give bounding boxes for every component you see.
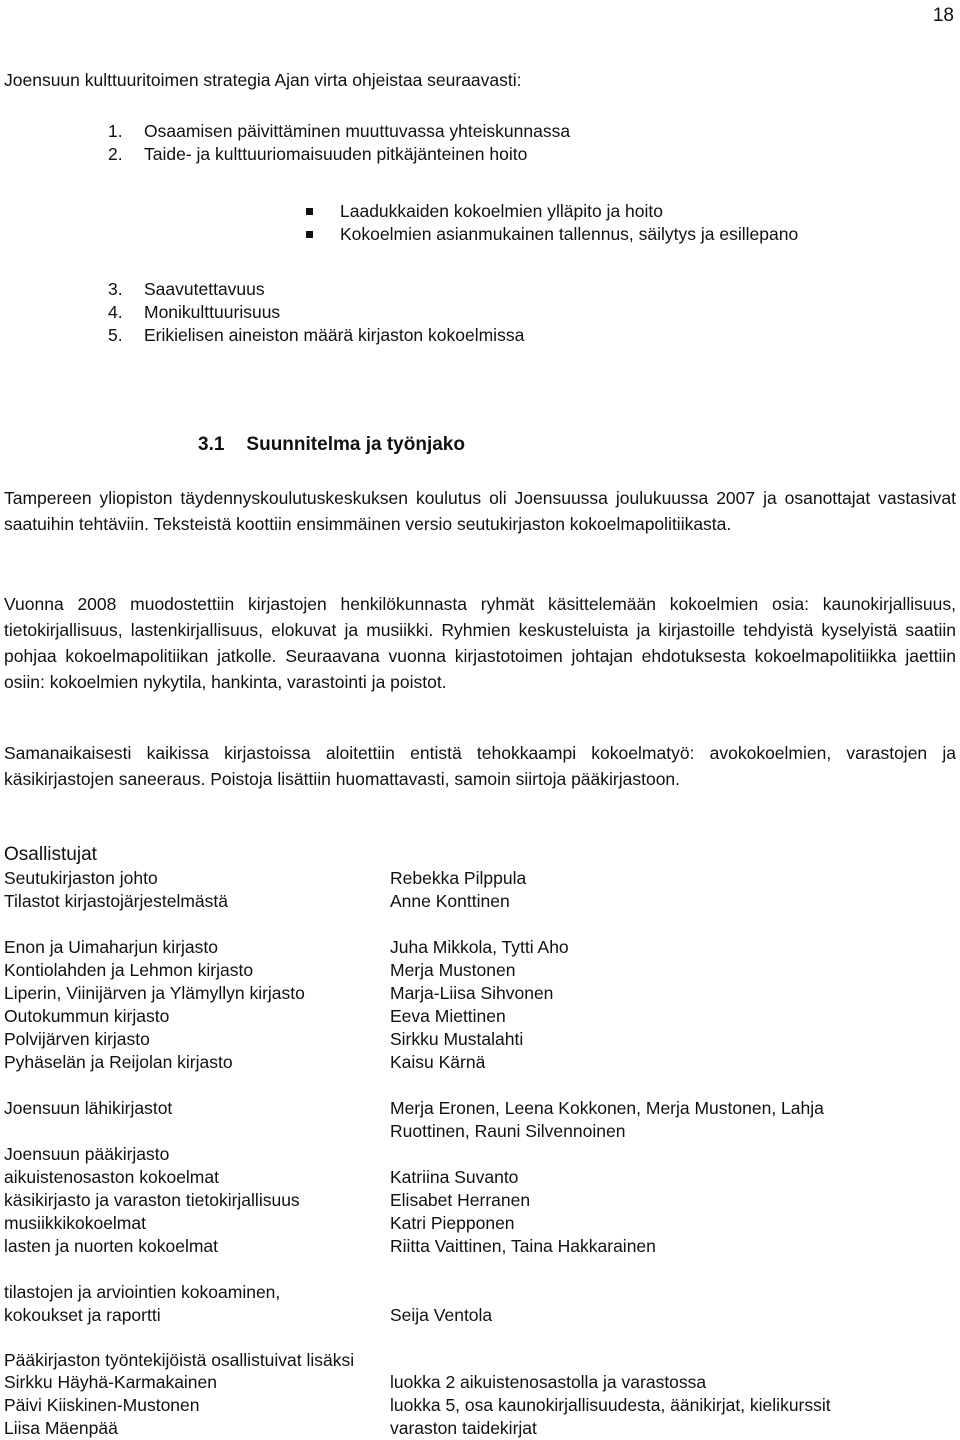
- square-bullet-icon: [306, 231, 313, 238]
- bullet-text: Laadukkaiden kokoelmien ylläpito ja hoito: [340, 201, 663, 221]
- staff-note: luokka 2 aikuistenosastolla ja varastossa: [390, 1372, 707, 1392]
- participant-roles: [4, 867, 374, 1327]
- list-text: Osaamisen päivittäminen muuttuvassa yhteiskunnassa: [144, 121, 571, 141]
- bullet-item: [306, 200, 798, 223]
- role: musiikkikokoelmat: [4, 1213, 146, 1233]
- participant-name: Juha Mikkola, Tytti Aho: [390, 937, 569, 957]
- participant-name: Seija Ventola: [390, 1305, 493, 1325]
- role: Joensuun pääkirjasto: [4, 1144, 170, 1164]
- section-number: 3.1: [198, 434, 225, 455]
- role: Polvijärven kirjasto: [4, 1029, 150, 1049]
- list-item: [108, 301, 524, 324]
- list-number: 3.: [108, 279, 123, 299]
- staff-name: Päivi Kiiskinen-Mustonen: [4, 1395, 200, 1415]
- list-number: 2.: [108, 144, 123, 164]
- role: Kontiolahden ja Lehmon kirjasto: [4, 960, 254, 980]
- staff-note: luokka 5, osa kaunokirjallisuudesta, äänikirjat, kielikurssit: [390, 1395, 831, 1415]
- paragraph: Samanaikaisesti kaikissa kirjastoissa aloitettiin entistä tehokkaampi kokoelmatyö: avokokoelmien, varastojen ja käsikirjastojen saneeraus. Poistoja lisättiin huomattavasti, samoin siirtoja pääkirjastoon.: [4, 743, 956, 789]
- participant-name: Ruottinen, Rauni Silvennoinen: [390, 1121, 626, 1141]
- role: Enon ja Uimaharjun kirjasto: [4, 937, 218, 957]
- role: kokoukset ja raportti: [4, 1305, 161, 1325]
- role: Tilastot kirjastojärjestelmästä: [4, 891, 229, 911]
- participant-name: Katriina Suvanto: [390, 1167, 519, 1187]
- role: käsikirjasto ja varaston tietokirjallisuus: [4, 1190, 300, 1210]
- page-number: 18: [932, 5, 954, 26]
- role: lasten ja nuorten kokoelmat: [4, 1236, 219, 1256]
- list-item: [108, 143, 570, 166]
- role: Pyhäselän ja Reijolan kirjasto: [4, 1052, 233, 1072]
- paragraph: Vuonna 2008 muodostettiin kirjastojen henkilökunnasta ryhmät käsittelemään kokoelmien osia: kaunokirjallisuus, tietokirjallisuus, lastenkirjallisuus, elokuvat ja musiikki. Ryhmien keskusteluista ja kirjastoille tehdyistä kyselyistä saatiin pohjaa kokoelmapolitiikan jatkolle. Seuraavana vuonna kirjastotoimen johtajan ehdotuksesta kokoelmapolitiikka jaettiin osiin: kokoelmien nykytila, hankinta, varastointi ja poistot.: [4, 594, 956, 692]
- bullet-item: [306, 223, 798, 246]
- participants-heading: Osallistujat: [4, 844, 97, 865]
- list-text: Taide- ja kulttuuriomaisuuden pitkäjänteinen hoito: [144, 144, 528, 164]
- strategy-list-b: [108, 278, 524, 347]
- section-heading: [198, 433, 465, 456]
- participant-name: Eeva Miettinen: [390, 1006, 506, 1026]
- participant-names: [390, 867, 910, 1327]
- role: [4, 1120, 374, 1143]
- role: Outokummun kirjasto: [4, 1006, 170, 1026]
- participant-name: Rebekka Pilppula: [390, 868, 527, 888]
- list-number: 4.: [108, 302, 123, 322]
- strategy-bullets: [306, 200, 798, 246]
- participant-name: Kaisu Kärnä: [390, 1052, 486, 1072]
- staff-name: Liisa Mäenpää: [4, 1418, 118, 1438]
- participant-name: [390, 1281, 910, 1304]
- list-text: Erikielisen aineiston määrä kirjaston kokoelmissa: [144, 325, 525, 345]
- participant-name: Sirkku Mustalahti: [390, 1029, 524, 1049]
- participant-name: Riitta Vaittinen, Taina Hakkarainen: [390, 1236, 656, 1256]
- role: Seutukirjaston johto: [4, 868, 158, 888]
- bullet-text: Kokoelmien asianmukainen tallennus, säilytys ja esillepano: [340, 224, 799, 244]
- intro-text: Joensuun kulttuuritoimen strategia Ajan virta ohjeistaa seuraavasti:: [4, 70, 522, 90]
- list-number: 1.: [108, 121, 123, 141]
- list-item: [108, 120, 570, 143]
- list-text: Monikulttuurisuus: [144, 302, 281, 322]
- list-item: [108, 324, 524, 347]
- paragraph: Tampereen yliopiston täydennyskoulutuskeskuksen koulutus oli Joensuussa joulukuussa 2007 ja osanottajat vastasivat saatuihin tehtäviin. Teksteistä koottiin ensimmäinen versio seutukirjaston kokoelmapolitiikasta.: [4, 488, 956, 534]
- staff-name: Sirkku Häyhä-Karmakainen: [4, 1372, 218, 1392]
- square-bullet-icon: [306, 208, 313, 215]
- staff-heading: Pääkirjaston työntekijöistä osallistuivat lisäksi: [4, 1350, 355, 1370]
- staff-note: varaston taidekirjat: [390, 1418, 537, 1438]
- participant-name: Marja-Liisa Sihvonen: [390, 983, 554, 1003]
- role: Liperin, Viinijärven ja Ylämyllyn kirjasto: [4, 983, 305, 1003]
- role: aikuistenosaston kokoelmat: [4, 1167, 219, 1187]
- list-text: Saavutettavuus: [144, 279, 265, 299]
- participant-name: Elisabet Herranen: [390, 1190, 531, 1210]
- strategy-list-a: [108, 120, 570, 166]
- role: tilastojen ja arviointien kokoaminen,: [4, 1282, 281, 1302]
- participant-name: Merja Mustonen: [390, 960, 516, 980]
- staff-names: [4, 1371, 374, 1440]
- participant-name: [390, 1143, 910, 1166]
- staff-notes: [390, 1371, 910, 1440]
- list-item: [108, 278, 524, 301]
- participant-name: Merja Eronen, Leena Kokkonen, Merja Mustonen, Lahja: [390, 1098, 824, 1118]
- list-number: 5.: [108, 325, 123, 345]
- participant-name: Anne Konttinen: [390, 891, 510, 911]
- role: Joensuun lähikirjastot: [4, 1098, 173, 1118]
- section-title: Suunnitelma ja työnjako: [246, 434, 465, 455]
- participant-name: Katri Piepponen: [390, 1213, 515, 1233]
